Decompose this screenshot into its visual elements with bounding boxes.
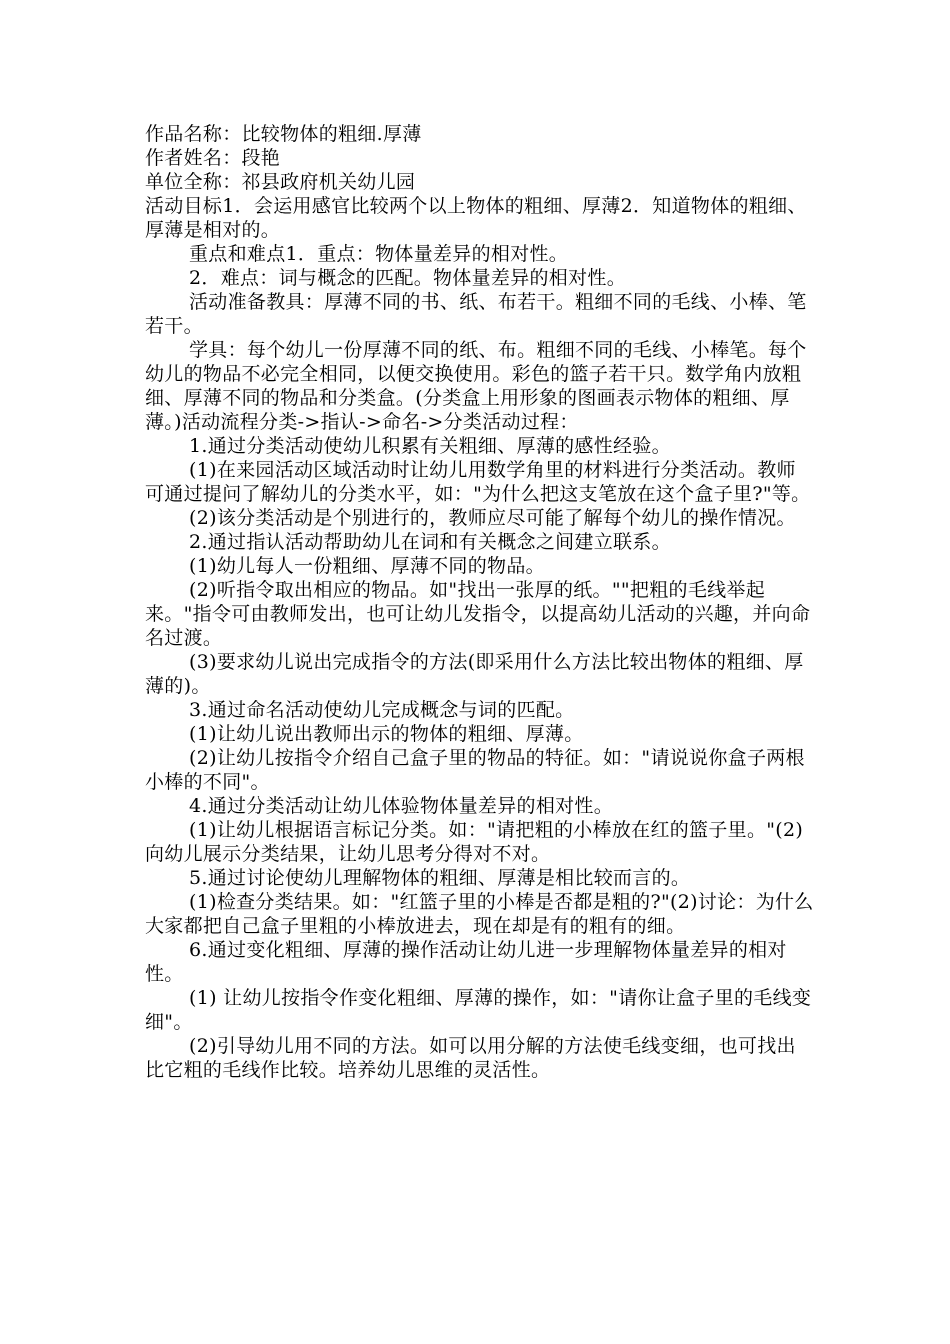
document-body xyxy=(145,122,815,1082)
step-3-heading: 3.通过命名活动使幼儿完成概念与词的匹配。 xyxy=(189,699,575,721)
author-line: 作者姓名：段艳 xyxy=(145,147,281,169)
step-5-items: (1)检查分类结果。如："红篮子里的小棒是否都是粗的?"(2)讨论：为什么大家都把自己盒子里粗的小棒放进去，现在却是有的粗有的细。 xyxy=(145,891,814,937)
step-2-item-2: (2)听指令取出相应的物品。如"找出一张厚的纸。""把粗的毛线举起来。"指令可由教师发出，也可让幼儿发指令，以提高幼儿活动的兴趣，并向命名过渡。 xyxy=(145,579,811,649)
step-6-heading: 6.通过变化粗细、厚薄的操作活动让幼儿进一步理解物体量差异的相对性。 xyxy=(145,939,787,985)
work-title-line: 作品名称：比较物体的粗细.厚薄 xyxy=(145,123,422,145)
step-3-item-2: (2)让幼儿按指令介绍自己盒子里的物品的特征。如："请说说你盒子两根小棒的不同"。 xyxy=(145,747,805,793)
key-points: 重点和难点1．重点：物体量差异的相对性。 xyxy=(189,243,569,265)
step-1-item-1: (1)在来园活动区域活动时让幼儿用数学角里的材料进行分类活动。教师可通过提问了解幼儿的分类水平，如："为什么把这支笔放在这个盒子里?"等。 xyxy=(145,459,811,505)
organization-line: 单位全称：祁县政府机关幼儿园 xyxy=(145,171,416,193)
step-2-heading: 2.通过指认活动帮助幼儿在词和有关概念之间建立联系。 xyxy=(189,531,671,553)
teaching-aids: 活动准备教具：厚薄不同的书、纸、布若干。粗细不同的毛线、小棒、笔若干。 xyxy=(145,291,807,337)
step-4-items: (1)让幼儿根据语言标记分类。如："请把粗的小棒放在红的篮子里。"(2)向幼儿展示分类结果，让幼儿思考分得对不对。 xyxy=(145,819,804,865)
step-4-heading: 4.通过分类活动让幼儿体验物体量差异的相对性。 xyxy=(189,795,614,817)
difficult-points: 2．难点：词与概念的匹配。物体量差异的相对性。 xyxy=(189,267,626,289)
learning-tools: 学具：每个幼儿一份厚薄不同的纸、布。粗细不同的毛线、小棒笔。每个幼儿的物品不必完全相同，以便交换使用。彩色的篮子若干只。数学角内放粗细、厚薄不同的物品和分类盒。(分类盒上用形象的图画表示物体的粗细、厚薄。)活动流程分类->指认->命名->分类活动过程： xyxy=(145,339,807,433)
step-3-item-1: (1)让幼儿说出教师出示的物体的粗细、厚薄。 xyxy=(189,723,584,745)
activity-goals: 活动目标1．会运用感官比较两个以上物体的粗细、厚薄2．知道物体的粗细、厚薄是相对的。 xyxy=(145,195,807,241)
step-6-item-1: (1) 让幼儿按指令作变化粗细、厚薄的操作，如："请你让盒子里的毛线变细"。 xyxy=(145,987,812,1033)
step-1-item-2: (2)该分类活动是个别进行的，教师应尽可能了解每个幼儿的操作情况。 xyxy=(189,507,796,529)
step-5-heading: 5.通过讨论使幼儿理解物体的粗细、厚薄是相比较而言的。 xyxy=(189,867,691,889)
step-2-item-1: (1)幼儿每人一份粗细、厚薄不同的物品。 xyxy=(189,555,545,577)
step-1-heading: 1.通过分类活动使幼儿积累有关粗细、厚薄的感性经验。 xyxy=(189,435,671,457)
step-6-item-2: (2)引导幼儿用不同的方法。如可以用分解的方法使毛线变细，也可找出比它粗的毛线作比较。培养幼儿思维的灵活性。 xyxy=(145,1035,796,1081)
step-2-item-3: (3)要求幼儿说出完成指令的方法(即采用什么方法比较出物体的粗细、厚薄的)。 xyxy=(145,651,804,697)
